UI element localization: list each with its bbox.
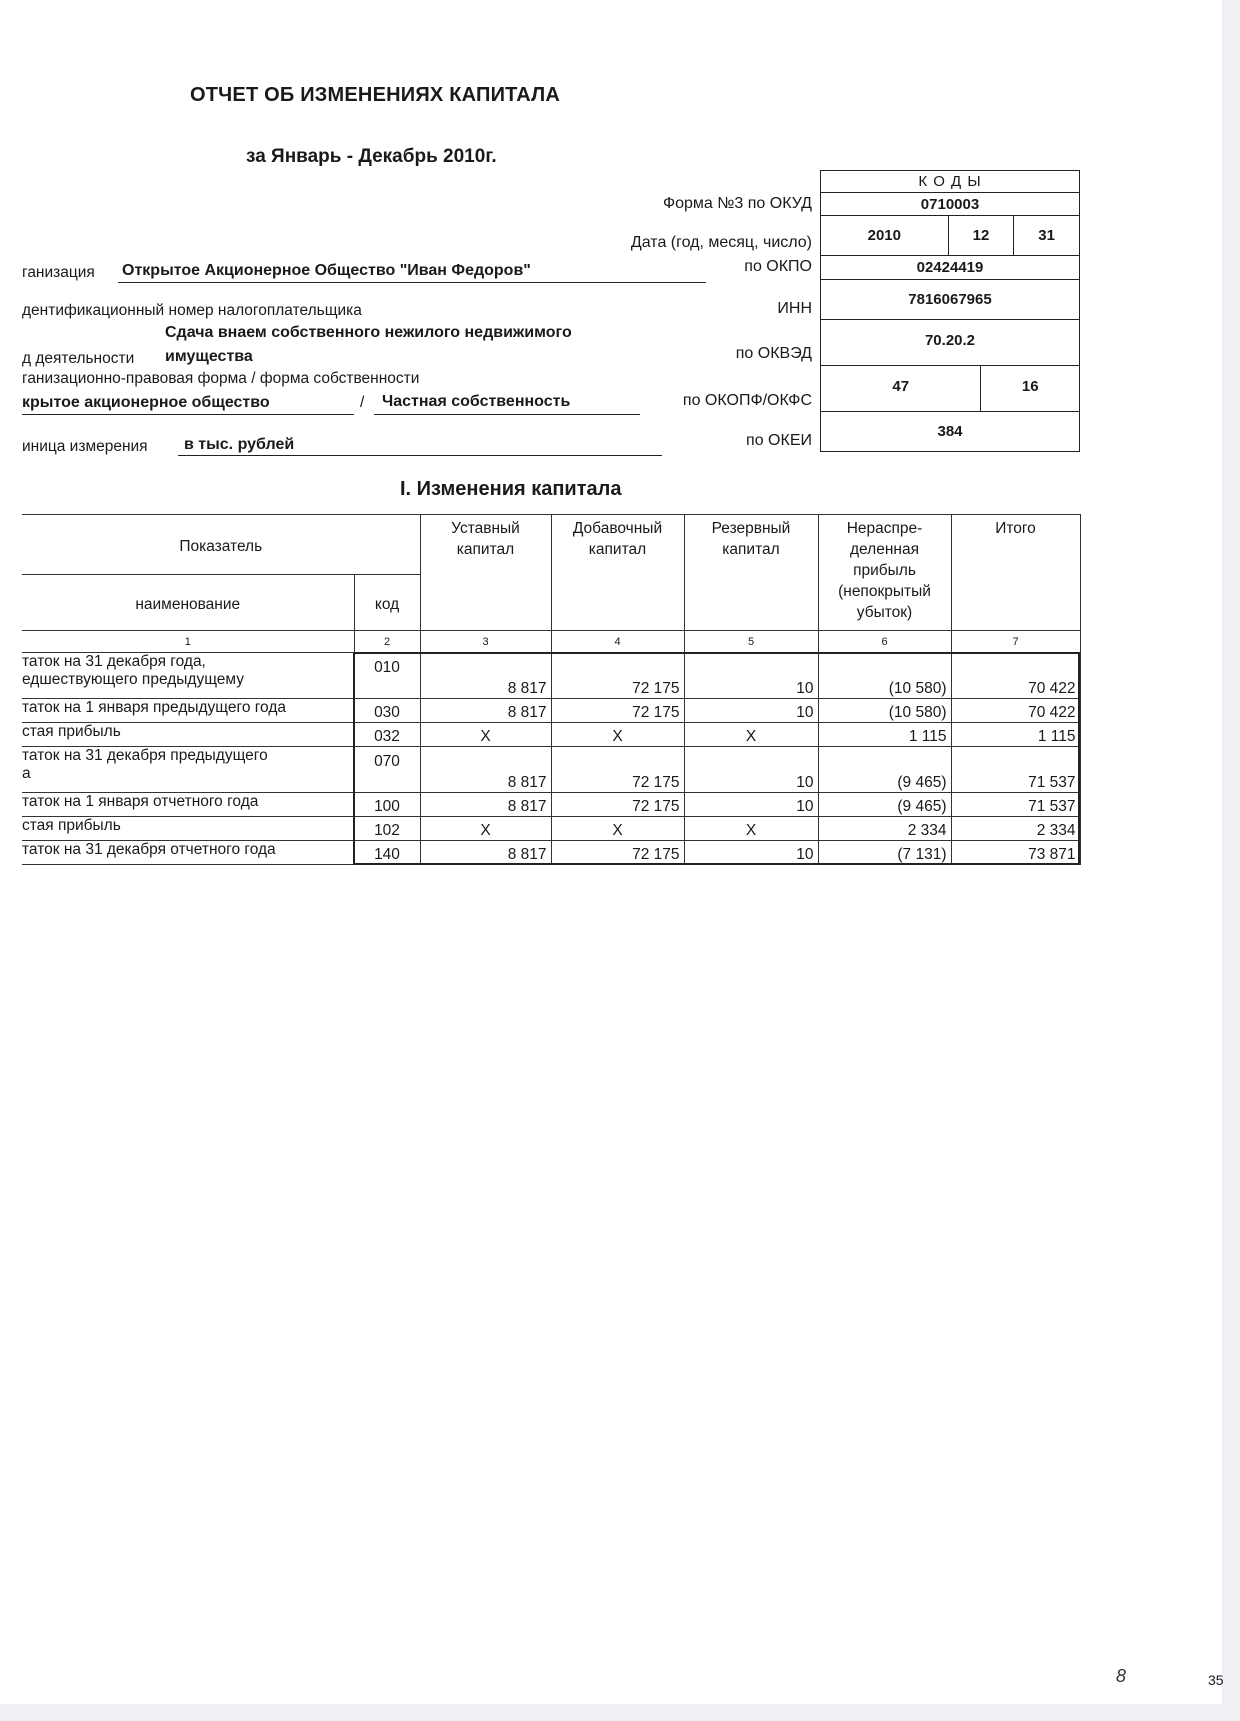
okfs-code: 16 bbox=[981, 366, 1080, 412]
col-number: 1 bbox=[22, 631, 354, 653]
row-name bbox=[22, 723, 354, 747]
col-header-5: Резервный капитал bbox=[684, 515, 818, 631]
row-name-line1: таток на 31 декабря предыдущего bbox=[22, 747, 268, 764]
unit-label: иница измерения bbox=[22, 438, 148, 455]
okopf-code: 47 bbox=[821, 366, 981, 412]
row-name-line1: таток на 1 января предыдущего года bbox=[22, 699, 286, 716]
org-name: Открытое Акционерное Общество "Иван Федоров" bbox=[122, 262, 531, 279]
col-number: 2 bbox=[354, 631, 420, 653]
row-code: 032 bbox=[354, 723, 420, 747]
date-label: Дата (год, месяц, число) bbox=[630, 234, 812, 251]
unit-underline bbox=[178, 455, 662, 456]
cell-c5: 10 bbox=[684, 841, 818, 865]
cell-c5: 10 bbox=[684, 699, 818, 723]
cell-c3: 8 817 bbox=[420, 747, 551, 793]
col-header-3: Уставный капитал bbox=[420, 515, 551, 631]
okved-code: 70.20.2 bbox=[821, 320, 1080, 366]
cell-c4: 72 175 bbox=[551, 653, 684, 699]
unit-value: в тыс. рублей bbox=[184, 436, 295, 453]
col-header-6: Нераспре-деленная прибыль (непокрытый убыток) bbox=[818, 515, 951, 631]
okopf-label: по ОКОПФ/ОКФС bbox=[682, 392, 812, 409]
inn-label: ИНН bbox=[777, 300, 812, 317]
legal-form: крытое акционерное общество bbox=[22, 394, 270, 411]
row-name bbox=[22, 841, 354, 865]
col-number: 7 bbox=[951, 631, 1080, 653]
activity-label: д деятельности bbox=[22, 350, 135, 367]
report-period: за Январь - Декабрь 2010г. bbox=[246, 146, 497, 167]
cell-c5: 10 bbox=[684, 653, 818, 699]
cell-c6: (10 580) bbox=[818, 653, 951, 699]
codes-table bbox=[820, 170, 1080, 452]
cell-c5: 10 bbox=[684, 747, 818, 793]
cell-c6: (10 580) bbox=[818, 699, 951, 723]
legal-description: ганизационно-правовая форма / форма собственности bbox=[22, 370, 420, 387]
table-row bbox=[22, 841, 1080, 865]
section-title: I. Изменения капитала bbox=[400, 478, 622, 500]
cell-c6: (9 465) bbox=[818, 747, 951, 793]
row-name bbox=[22, 793, 354, 817]
row-code: 102 bbox=[354, 817, 420, 841]
cell-c6: (9 465) bbox=[818, 793, 951, 817]
col-number: 4 bbox=[551, 631, 684, 653]
okpo-code: 02424419 bbox=[821, 256, 1080, 280]
codes-header: К О Д Ы bbox=[821, 171, 1080, 193]
table-row bbox=[22, 723, 1080, 747]
row-name-line2: едшествующего предыдущему bbox=[22, 671, 244, 688]
cell-c7: 2 334 bbox=[951, 817, 1080, 841]
date-month: 12 bbox=[948, 216, 1014, 256]
report-title: ОТЧЕТ ОБ ИЗМЕНЕНИЯХ КАПИТАЛА bbox=[190, 84, 561, 106]
row-name-line1: стая прибыль bbox=[22, 723, 121, 740]
name-header: наименование bbox=[22, 575, 354, 631]
row-code: 070 bbox=[354, 747, 420, 793]
table-row bbox=[22, 699, 1080, 723]
capital-table bbox=[22, 514, 1081, 865]
row-name bbox=[22, 699, 354, 723]
cell-c3: 8 817 bbox=[420, 699, 551, 723]
legal-separator: / bbox=[360, 394, 365, 411]
cell-c3: 8 817 bbox=[420, 841, 551, 865]
legal-form-underline bbox=[22, 414, 354, 415]
activity-line2: имущества bbox=[165, 348, 253, 365]
col-number: 3 bbox=[420, 631, 551, 653]
ownership-underline bbox=[374, 414, 640, 415]
cell-c3: X bbox=[420, 723, 551, 747]
okei-label: по ОКЕИ bbox=[746, 432, 812, 449]
table-row bbox=[22, 747, 1080, 793]
okei-code: 384 bbox=[821, 412, 1080, 452]
scan-edge-right bbox=[1222, 0, 1240, 1721]
cell-c4: 72 175 bbox=[551, 793, 684, 817]
row-name-line1: таток на 1 января отчетного года bbox=[22, 793, 259, 810]
cell-c7: 70 422 bbox=[951, 653, 1080, 699]
row-name-line1: таток на 31 декабря года, bbox=[22, 653, 206, 670]
okud-code: 0710003 bbox=[821, 193, 1080, 216]
row-code: 140 bbox=[354, 841, 420, 865]
date-year: 2010 bbox=[821, 216, 949, 256]
col-number: 6 bbox=[818, 631, 951, 653]
table-row bbox=[22, 817, 1080, 841]
cell-c6: 1 115 bbox=[818, 723, 951, 747]
page-number: 35 bbox=[1208, 1672, 1224, 1688]
row-name bbox=[22, 747, 354, 793]
row-name bbox=[22, 653, 354, 699]
row-name-line1: таток на 31 декабря отчетного года bbox=[22, 841, 276, 858]
table-row bbox=[22, 793, 1080, 817]
row-name bbox=[22, 817, 354, 841]
cell-c7: 73 871 bbox=[951, 841, 1080, 865]
cell-c4: X bbox=[551, 817, 684, 841]
cell-c4: X bbox=[551, 723, 684, 747]
cell-c4: 72 175 bbox=[551, 841, 684, 865]
scan-edge-bottom bbox=[0, 1704, 1240, 1721]
org-underline bbox=[118, 282, 706, 283]
cell-c6: (7 131) bbox=[818, 841, 951, 865]
cell-c7: 70 422 bbox=[951, 699, 1080, 723]
cell-c5: 10 bbox=[684, 793, 818, 817]
indicator-header: Показатель bbox=[22, 515, 420, 575]
cell-c7: 71 537 bbox=[951, 793, 1080, 817]
row-code: 030 bbox=[354, 699, 420, 723]
column-number-row bbox=[22, 631, 1080, 653]
okud-label: Форма №3 по ОКУД bbox=[662, 195, 812, 212]
cell-c3: X bbox=[420, 817, 551, 841]
inn-description: дентификационный номер налогоплательщика bbox=[22, 302, 362, 319]
cell-c3: 8 817 bbox=[420, 653, 551, 699]
okpo-label: по ОКПО bbox=[744, 258, 812, 275]
code-header: код bbox=[354, 575, 420, 631]
col-header-4: Добавочный капитал bbox=[551, 515, 684, 631]
col-number: 5 bbox=[684, 631, 818, 653]
cell-c4: 72 175 bbox=[551, 699, 684, 723]
ownership: Частная собственность bbox=[382, 393, 571, 410]
activity-line1: Сдача внаем собственного нежилого недвижимого bbox=[165, 324, 572, 341]
cell-c3: 8 817 bbox=[420, 793, 551, 817]
row-name-line2: а bbox=[22, 765, 31, 782]
cell-c6: 2 334 bbox=[818, 817, 951, 841]
cell-c7: 1 115 bbox=[951, 723, 1080, 747]
row-name-line1: стая прибыль bbox=[22, 817, 121, 834]
okved-label: по ОКВЭД bbox=[735, 345, 812, 362]
cell-c5: X bbox=[684, 723, 818, 747]
handwritten-mark: 8 bbox=[1116, 1666, 1127, 1686]
col-header-7: Итого bbox=[951, 515, 1080, 631]
row-code: 100 bbox=[354, 793, 420, 817]
row-code: 010 bbox=[354, 653, 420, 699]
cell-c4: 72 175 bbox=[551, 747, 684, 793]
cell-c5: X bbox=[684, 817, 818, 841]
date-day: 31 bbox=[1014, 216, 1080, 256]
cell-c7: 71 537 bbox=[951, 747, 1080, 793]
org-label: ганизация bbox=[22, 264, 95, 281]
inn-code: 7816067965 bbox=[821, 280, 1080, 320]
table-row bbox=[22, 653, 1080, 699]
